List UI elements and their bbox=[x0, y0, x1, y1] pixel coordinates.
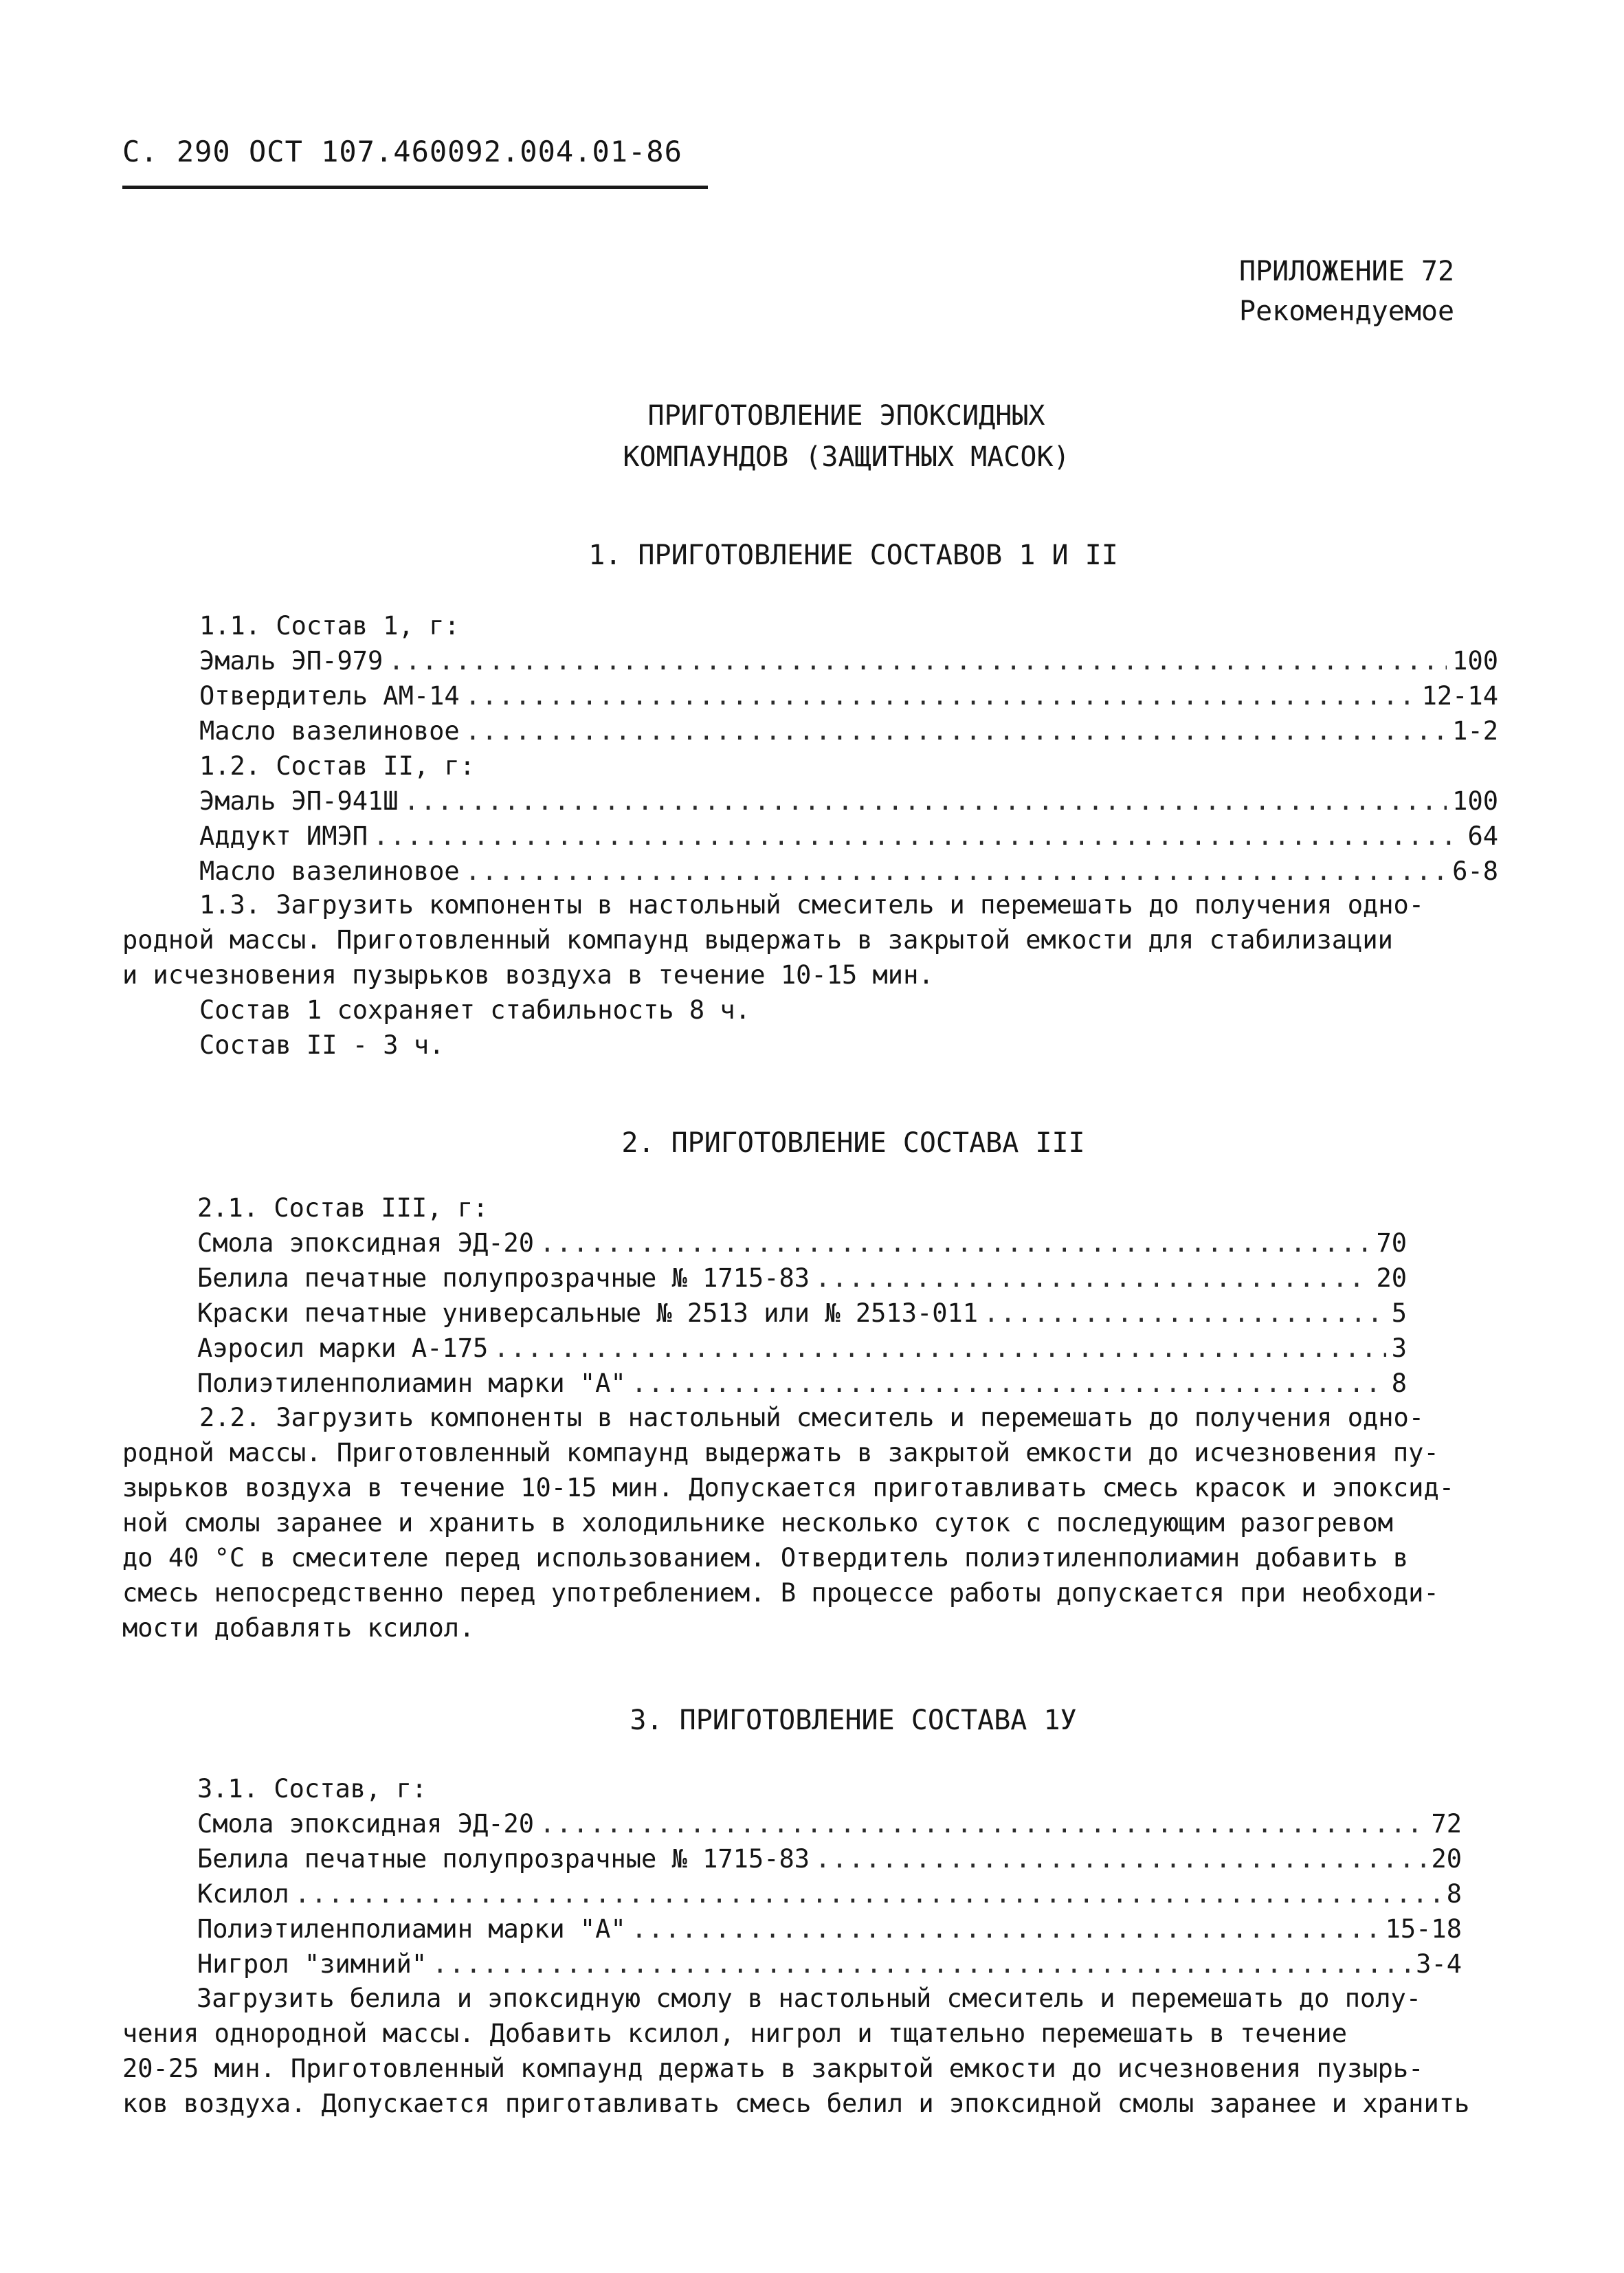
paragraph-line: до 40 °С в смесителе перед использованием. Отвердитель полиэтиленполиамин добавить в bbox=[122, 1543, 1409, 1573]
ingredient-name: Полиэтиленполиамин марки "А" bbox=[197, 1368, 626, 1398]
ingredient-row bbox=[197, 1876, 1462, 1911]
ingredient-qty: 12-14 bbox=[1421, 681, 1498, 711]
leader-dots bbox=[373, 819, 1462, 854]
ingredient-qty: 100 bbox=[1452, 786, 1498, 816]
appendix-status: Рекомендуемое bbox=[1239, 296, 1455, 327]
ingredient-name: Аддукт ИМЭП bbox=[199, 821, 368, 851]
ingredient-name: Нигрол "зимний" bbox=[197, 1949, 427, 1979]
ingredient-row bbox=[199, 643, 1498, 678]
ingredient-qty: 20 bbox=[1431, 1844, 1462, 1874]
ingredient-qty: 15-18 bbox=[1385, 1914, 1462, 1944]
ingredient-row bbox=[199, 854, 1498, 889]
section-2-heading: 2. ПРИГОТОВЛЕНИЕ СОСТАВА III bbox=[621, 1127, 1085, 1159]
ingredient-name: Полиэтиленполиамин марки "А" bbox=[197, 1914, 626, 1944]
paragraph-line: и исчезновения пузырьков воздуха в течение 10-15 мин. bbox=[122, 960, 934, 990]
leader-dots bbox=[493, 1331, 1386, 1366]
ingredient-name: Отвердитель АМ-14 bbox=[199, 681, 460, 711]
ingredient-name: Краски печатные универсальные № 2513 или № 2513-011 bbox=[197, 1298, 979, 1328]
leader-dots bbox=[465, 713, 1447, 749]
header-underline bbox=[122, 186, 708, 189]
leader-dots bbox=[815, 1261, 1370, 1296]
ingredient-qty: 3-4 bbox=[1416, 1949, 1462, 1979]
leader-dots bbox=[295, 1876, 1441, 1911]
section-3-instructions bbox=[122, 1981, 1469, 2121]
stability-note-1: Состав 1 сохраняет стабильность 8 ч. bbox=[199, 995, 750, 1025]
ingredient-row bbox=[197, 1296, 1407, 1331]
section-1-heading: 1. ПРИГОТОВЛЕНИЕ СОСТАВОВ 1 И II bbox=[588, 540, 1118, 571]
ingredient-row bbox=[199, 678, 1498, 713]
paragraph-line: 20-25 мин. Приготовленный компаунд держать в закрытой емкости до исчезновения пузырь- bbox=[122, 2054, 1424, 2083]
ingredient-row bbox=[199, 819, 1498, 854]
title-line-2: КОМПАУНДОВ (ЗАЩИТНЫХ МАСОК) bbox=[623, 441, 1070, 473]
section-2-composition bbox=[197, 1190, 1407, 1401]
composition-2-title: 1.2. Состав II, г: bbox=[199, 751, 475, 781]
paragraph-line: чения однородной массы. Добавить ксилол, нигрол и тщательно перемешать в течение bbox=[122, 2019, 1348, 2048]
paragraph-line: ной смолы заранее и хранить в холодильнике несколько суток с последующим разогревом bbox=[122, 1508, 1393, 1538]
ingredient-name: Белила печатные полупрозрачные № 1715-83 bbox=[197, 1844, 810, 1874]
ingredient-name: Эмаль ЭП-979 bbox=[199, 646, 383, 676]
ingredient-name: Ксилол bbox=[197, 1879, 289, 1909]
appendix-label: ПРИЛОЖЕНИЕ 72 bbox=[1239, 256, 1455, 287]
appendix-block bbox=[1239, 252, 1454, 331]
paragraph-line: зырьков воздуха в течение 10-15 мин. Допускается приготавливать смесь красок и эпоксид- bbox=[122, 1473, 1455, 1503]
paragraph-line: Загрузить белила и эпоксидную смолу в настольный смеситель и перемешать до полу- bbox=[197, 1984, 1422, 2013]
leader-dots bbox=[432, 1947, 1410, 1982]
ingredient-qty: 64 bbox=[1467, 821, 1498, 851]
leader-dots bbox=[465, 854, 1447, 889]
ingredient-row bbox=[197, 1226, 1407, 1261]
ingredient-qty: 70 bbox=[1376, 1228, 1407, 1258]
ingredient-row bbox=[197, 1911, 1462, 1947]
ingredient-row bbox=[199, 713, 1498, 749]
leader-dots bbox=[983, 1296, 1386, 1331]
leader-dots bbox=[632, 1366, 1386, 1401]
ingredient-qty: 6-8 bbox=[1452, 856, 1498, 886]
paragraph-line: мости добавлять ксилол. bbox=[122, 1613, 475, 1643]
ingredient-row bbox=[197, 1806, 1462, 1841]
ingredient-row bbox=[197, 1947, 1462, 1982]
paragraph-line: 1.3. Загрузить компоненты в настольный смеситель и перемешать до получения одно- bbox=[199, 890, 1425, 920]
section-1-compositions bbox=[199, 608, 1498, 889]
ingredient-name: Масло вазелиновое bbox=[199, 856, 460, 886]
leader-dots bbox=[388, 643, 1447, 678]
document-reference: С. 290 ОСТ 107.460092.004.01-86 bbox=[122, 135, 682, 168]
composition-4-title: 3.1. Состав, г: bbox=[197, 1774, 427, 1804]
ingredient-name: Смола эпоксидная ЭД-20 bbox=[197, 1809, 535, 1839]
paragraph-line: родной массы. Приготовленный компаунд выдержать в закрытой емкости для стабилизации bbox=[122, 925, 1393, 955]
ingredient-name: Смола эпоксидная ЭД-20 bbox=[197, 1228, 535, 1258]
ingredient-name: Белила печатные полупрозрачные № 1715-83 bbox=[197, 1263, 810, 1293]
ingredient-row bbox=[197, 1366, 1407, 1401]
leader-dots bbox=[815, 1841, 1425, 1876]
paragraph-line: смесь непосредственно перед употреблением. В процессе работы допускается при необходи- bbox=[122, 1578, 1439, 1608]
leader-dots bbox=[540, 1806, 1425, 1841]
ingredient-qty: 3 bbox=[1391, 1333, 1407, 1363]
ingredient-name: Масло вазелиновое bbox=[199, 716, 460, 746]
paragraph-line: родной массы. Приготовленный компаунд выдержать в закрытой емкости до исчезновения пу- bbox=[122, 1438, 1439, 1467]
ingredient-qty: 5 bbox=[1391, 1298, 1407, 1328]
ingredient-qty: 8 bbox=[1446, 1879, 1462, 1909]
ingredient-qty: 1-2 bbox=[1452, 716, 1498, 746]
ingredient-qty: 100 bbox=[1452, 646, 1498, 676]
ingredient-row bbox=[197, 1331, 1407, 1366]
section-3-composition bbox=[197, 1771, 1462, 1982]
leader-dots bbox=[404, 784, 1447, 819]
composition-3-title: 2.1. Состав III, г: bbox=[197, 1193, 489, 1223]
ingredient-row bbox=[197, 1841, 1462, 1876]
section-1-instructions bbox=[122, 887, 1424, 1063]
section-2-instructions bbox=[122, 1400, 1454, 1645]
ingredient-qty: 20 bbox=[1376, 1263, 1407, 1293]
leader-dots bbox=[632, 1911, 1380, 1947]
leader-dots bbox=[465, 678, 1416, 713]
leader-dots bbox=[540, 1226, 1370, 1261]
section-3-heading: 3. ПРИГОТОВЛЕНИЕ СОСТАВА 1У bbox=[630, 1705, 1077, 1736]
paragraph-line: ков воздуха. Допускается приготавливать смесь белил и эпоксидной смолы заранее и хранить bbox=[122, 2089, 1470, 2118]
ingredient-row bbox=[197, 1261, 1407, 1296]
ingredient-name: Эмаль ЭП-941Ш bbox=[199, 786, 399, 816]
ingredient-qty: 72 bbox=[1431, 1809, 1462, 1839]
paragraph-line: 2.2. Загрузить компоненты в настольный смеситель и перемешать до получения одно- bbox=[199, 1403, 1425, 1432]
document-title bbox=[0, 395, 1624, 478]
title-line-1: ПРИГОТОВЛЕНИЕ ЭПОКСИДНЫХ bbox=[647, 400, 1045, 432]
ingredient-name: Аэросил марки А-175 bbox=[197, 1333, 489, 1363]
ingredient-qty: 8 bbox=[1391, 1368, 1407, 1398]
ingredient-row bbox=[199, 784, 1498, 819]
stability-note-2: Состав II - 3 ч. bbox=[199, 1030, 445, 1060]
composition-1-title: 1.1. Состав 1, г: bbox=[199, 611, 460, 641]
